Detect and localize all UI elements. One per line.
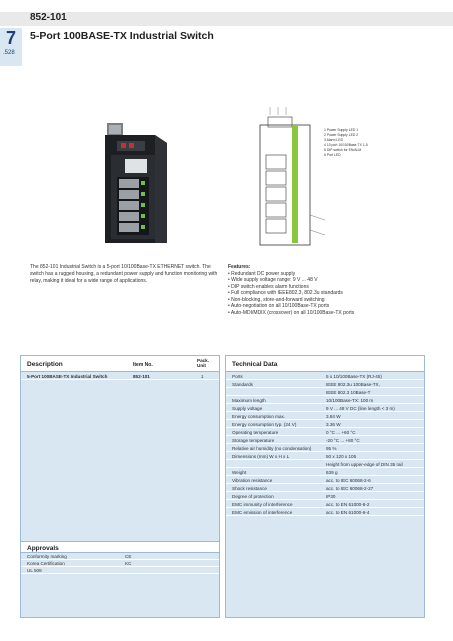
- tech-row: Shock resistance acc. to IEC 60068-2-27: [226, 484, 424, 492]
- tech-row: Operating temperature 0 °C ... +60 °C: [226, 428, 424, 436]
- col-pack-unit: Pack. Unit: [197, 358, 210, 368]
- order-pack: 1: [201, 373, 204, 379]
- approval-mark: KC: [125, 561, 132, 566]
- tech-row: Storage temperature -20 °C ... +80 °C: [226, 436, 424, 444]
- technical-data-rows: [226, 372, 424, 516]
- features-list: [228, 264, 428, 316]
- tech-row: Dimensions (mm) W x H x L 50 x 120 x 105: [226, 452, 424, 460]
- tech-row: Height from upper-edge of DIN 35 rail: [226, 460, 424, 468]
- approval-row: [21, 567, 219, 574]
- order-panel: [20, 355, 220, 618]
- feature-item: • Wide supply voltage range: 9 V ... 48 V: [228, 277, 428, 284]
- product-number: 852-101: [30, 12, 67, 23]
- diagram-legend-5: 5 DIP switch for EN/ALM: [324, 148, 362, 152]
- tech-row: Weight 639 g: [226, 468, 424, 476]
- diagram-legend-4: 4 10 port 10/100Base-TX 1-5: [324, 143, 368, 147]
- order-table-header: [21, 356, 219, 372]
- technical-data-header: [226, 356, 424, 372]
- approval-label: Korea Certification: [27, 561, 65, 566]
- feature-item: • Non-blocking, store-and-forward switching: [228, 297, 428, 304]
- diagram-legend-2: 2 Power Supply LED 2: [324, 133, 359, 137]
- header-bar: [0, 12, 453, 26]
- tech-row: Energy consumption max. 3.84 W: [226, 412, 424, 420]
- technical-data-heading: Technical Data: [232, 361, 278, 368]
- product-photo: [95, 115, 180, 245]
- feature-item: • Auto-MDI/MDIX (crossover) on all 10/100Base-TX ports: [228, 310, 428, 317]
- chapter-number: 7: [6, 28, 17, 48]
- tech-row: Energy consumption typ. (24 V) 3.36 W: [226, 420, 424, 428]
- tech-row: EMC immunity of interference acc. to EN 61000-6-2: [226, 500, 424, 508]
- tech-row: Degree of protection IP30: [226, 492, 424, 500]
- approval-row: [21, 560, 219, 567]
- tech-row: Ports 5 x 10/100Base-TX (RJ-45): [226, 372, 424, 380]
- tech-row: Standards IEEE 802.3u 100Base-TX,: [226, 380, 424, 388]
- col-description: Description: [27, 361, 63, 368]
- diagram-legend-6: 6 Port LED: [324, 153, 341, 157]
- approval-label: UL 508: [27, 568, 42, 573]
- front-view-diagram: [230, 105, 430, 255]
- order-description: 5-Port 100BASE-TX Industrial Switch: [27, 373, 108, 379]
- approval-label: Conformity marking: [27, 554, 67, 559]
- approval-row: [21, 553, 219, 560]
- feature-item: • Auto-negotiation on all 10/100Base-TX ports: [228, 303, 428, 310]
- tech-row: IEEE 802.3 10Base-T: [226, 388, 424, 396]
- tech-row: EMC emission of interference acc. to EN 61000-6-4: [226, 508, 424, 516]
- tech-row: Relative air humidity (no condensation) 95 %: [226, 444, 424, 452]
- approvals-section: [21, 541, 219, 574]
- diagram-legend-1: 1 Power Supply LED 1: [324, 128, 359, 132]
- order-row: [21, 372, 219, 380]
- feature-item: • DIP switch enables alarm functions: [228, 284, 428, 291]
- approvals-heading: Approvals: [21, 541, 219, 553]
- chapter-marker: [0, 28, 22, 66]
- tech-row: Supply voltage 9 V ... 48 V DC (line length < 3 m): [226, 404, 424, 412]
- col-item-no: Item No.: [133, 362, 153, 368]
- feature-item: • Redundant DC power supply: [228, 271, 428, 278]
- features-heading: Features:: [228, 264, 251, 270]
- tech-row: Vibration resistance acc. to IEC 60068-2-6: [226, 476, 424, 484]
- intro-text: The 852-101 Industrial Switch is a 5-port 10/100Base-TX ETHERNET switch. The switch has a rugged housing, a redundant power supply and function monitoring with relay, making it ideal for a wide range of applications.: [30, 264, 218, 284]
- feature-item: • Full compliance with IEEE802.3, 802.3u standards: [228, 290, 428, 297]
- page-number: .528: [3, 50, 15, 56]
- technical-data-panel: [225, 355, 425, 618]
- tech-row: Maximum length 10/100Base-TX: 100 m: [226, 396, 424, 404]
- diagram-legend-3: 3 Alarm LED: [324, 138, 344, 142]
- order-item-no: 852-101: [133, 373, 150, 379]
- approval-mark: CE: [125, 554, 132, 559]
- page-title: 5-Port 100BASE-TX Industrial Switch: [30, 30, 214, 42]
